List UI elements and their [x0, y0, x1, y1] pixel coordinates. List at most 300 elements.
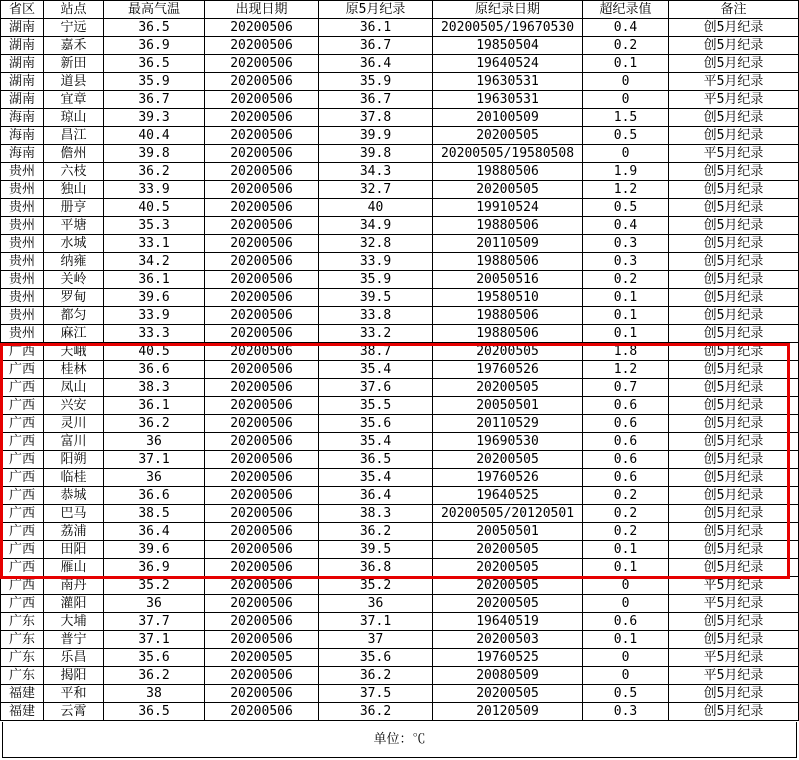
cell-max-temp: 36 — [104, 433, 205, 451]
cell-old-record-date: 19640524 — [433, 55, 583, 73]
table-row — [1, 253, 799, 271]
cell-old-record-date: 20200505 — [433, 595, 583, 613]
cell-province: 贵州 — [1, 289, 44, 307]
cell-old-record-date: 19880506 — [433, 253, 583, 271]
unit-footer: 单位：℃ — [2, 722, 797, 758]
cell-exceed-value: 0.7 — [583, 379, 669, 397]
cell-old-record: 37 — [319, 631, 433, 649]
cell-province: 广西 — [1, 559, 44, 577]
cell-remark: 创5月纪录 — [669, 271, 799, 289]
cell-date: 20200506 — [205, 91, 319, 109]
cell-station: 兴安 — [44, 397, 104, 415]
cell-station: 宁远 — [44, 19, 104, 37]
cell-station: 乐昌 — [44, 649, 104, 667]
header-max-temp: 最高气温 — [104, 1, 205, 19]
header-date: 出现日期 — [205, 1, 319, 19]
cell-station: 巴马 — [44, 505, 104, 523]
cell-station: 凤山 — [44, 379, 104, 397]
cell-old-record-date: 19580510 — [433, 289, 583, 307]
cell-remark: 平5月纪录 — [669, 577, 799, 595]
cell-old-record: 37.8 — [319, 109, 433, 127]
cell-old-record-date: 19760526 — [433, 361, 583, 379]
cell-remark: 创5月纪录 — [669, 37, 799, 55]
cell-remark: 创5月纪录 — [669, 127, 799, 145]
cell-province: 贵州 — [1, 217, 44, 235]
cell-date: 20200506 — [205, 505, 319, 523]
table-row — [1, 343, 799, 361]
cell-exceed-value: 0.1 — [583, 307, 669, 325]
cell-old-record-date: 20200505/19670530 — [433, 19, 583, 37]
cell-station: 田阳 — [44, 541, 104, 559]
cell-remark: 创5月纪录 — [669, 55, 799, 73]
table-row — [1, 181, 799, 199]
cell-exceed-value: 0.6 — [583, 433, 669, 451]
cell-remark: 创5月纪录 — [669, 433, 799, 451]
cell-max-temp: 34.2 — [104, 253, 205, 271]
table-row — [1, 379, 799, 397]
table-row — [1, 595, 799, 613]
cell-station: 纳雍 — [44, 253, 104, 271]
cell-date: 20200506 — [205, 595, 319, 613]
cell-old-record-date: 19640525 — [433, 487, 583, 505]
cell-date: 20200506 — [205, 37, 319, 55]
cell-station: 南丹 — [44, 577, 104, 595]
cell-old-record: 36.7 — [319, 91, 433, 109]
cell-exceed-value: 0.1 — [583, 55, 669, 73]
cell-old-record: 40 — [319, 199, 433, 217]
cell-remark: 创5月纪录 — [669, 397, 799, 415]
cell-old-record: 34.3 — [319, 163, 433, 181]
table-row — [1, 235, 799, 253]
cell-date: 20200506 — [205, 469, 319, 487]
cell-province: 广西 — [1, 379, 44, 397]
cell-old-record-date: 20200505 — [433, 541, 583, 559]
cell-remark: 创5月纪录 — [669, 523, 799, 541]
cell-max-temp: 36.6 — [104, 487, 205, 505]
cell-exceed-value: 0.2 — [583, 37, 669, 55]
cell-date: 20200506 — [205, 73, 319, 91]
cell-old-record: 39.5 — [319, 541, 433, 559]
table-row — [1, 415, 799, 433]
cell-remark: 创5月纪录 — [669, 505, 799, 523]
table-row — [1, 271, 799, 289]
cell-remark: 创5月纪录 — [669, 19, 799, 37]
cell-date: 20200506 — [205, 325, 319, 343]
cell-province: 福建 — [1, 703, 44, 721]
cell-exceed-value: 0.6 — [583, 613, 669, 631]
cell-max-temp: 36.2 — [104, 415, 205, 433]
cell-station: 荔浦 — [44, 523, 104, 541]
cell-max-temp: 33.1 — [104, 235, 205, 253]
cell-station: 道县 — [44, 73, 104, 91]
cell-station: 新田 — [44, 55, 104, 73]
cell-old-record-date: 19880506 — [433, 307, 583, 325]
cell-max-temp: 38 — [104, 685, 205, 703]
cell-old-record-date: 19880506 — [433, 163, 583, 181]
cell-remark: 创5月纪录 — [669, 415, 799, 433]
cell-exceed-value: 0.5 — [583, 127, 669, 145]
cell-province: 广西 — [1, 487, 44, 505]
cell-date: 20200506 — [205, 559, 319, 577]
cell-remark: 创5月纪录 — [669, 253, 799, 271]
table-row — [1, 127, 799, 145]
cell-station: 平和 — [44, 685, 104, 703]
cell-old-record: 36.4 — [319, 55, 433, 73]
cell-old-record-date: 20050501 — [433, 397, 583, 415]
table-row — [1, 559, 799, 577]
cell-station: 雁山 — [44, 559, 104, 577]
cell-station: 揭阳 — [44, 667, 104, 685]
header-row — [1, 1, 799, 19]
cell-date: 20200506 — [205, 487, 319, 505]
cell-remark: 创5月纪录 — [669, 379, 799, 397]
table-row — [1, 37, 799, 55]
cell-date: 20200506 — [205, 631, 319, 649]
cell-old-record: 37.5 — [319, 685, 433, 703]
cell-old-record: 35.9 — [319, 73, 433, 91]
cell-old-record: 39.5 — [319, 289, 433, 307]
cell-station: 富川 — [44, 433, 104, 451]
cell-max-temp: 39.8 — [104, 145, 205, 163]
cell-max-temp: 36.5 — [104, 703, 205, 721]
cell-exceed-value: 0.1 — [583, 631, 669, 649]
cell-date: 20200506 — [205, 127, 319, 145]
cell-station: 临桂 — [44, 469, 104, 487]
cell-old-record-date: 19850504 — [433, 37, 583, 55]
cell-old-record: 35.2 — [319, 577, 433, 595]
cell-old-record: 36.2 — [319, 703, 433, 721]
cell-old-record: 36.8 — [319, 559, 433, 577]
cell-old-record: 36.4 — [319, 487, 433, 505]
cell-old-record-date: 20100509 — [433, 109, 583, 127]
cell-province: 福建 — [1, 685, 44, 703]
cell-station: 儋州 — [44, 145, 104, 163]
cell-max-temp: 35.3 — [104, 217, 205, 235]
cell-station: 都匀 — [44, 307, 104, 325]
cell-remark: 创5月纪录 — [669, 217, 799, 235]
cell-date: 20200506 — [205, 613, 319, 631]
cell-province: 贵州 — [1, 199, 44, 217]
cell-old-record: 32.7 — [319, 181, 433, 199]
cell-old-record-date: 20200505 — [433, 451, 583, 469]
cell-exceed-value: 0 — [583, 577, 669, 595]
cell-date: 20200506 — [205, 217, 319, 235]
cell-province: 贵州 — [1, 163, 44, 181]
cell-remark: 创5月纪录 — [669, 631, 799, 649]
cell-exceed-value: 0 — [583, 649, 669, 667]
cell-old-record: 36.2 — [319, 667, 433, 685]
cell-province: 广西 — [1, 541, 44, 559]
cell-station: 六枝 — [44, 163, 104, 181]
cell-date: 20200506 — [205, 145, 319, 163]
cell-old-record: 33.2 — [319, 325, 433, 343]
table-row — [1, 289, 799, 307]
cell-old-record: 35.6 — [319, 649, 433, 667]
cell-exceed-value: 1.8 — [583, 343, 669, 361]
cell-date: 20200506 — [205, 577, 319, 595]
cell-province: 贵州 — [1, 181, 44, 199]
cell-station: 大埔 — [44, 613, 104, 631]
table-row — [1, 469, 799, 487]
cell-old-record-date: 19690530 — [433, 433, 583, 451]
cell-station: 云霄 — [44, 703, 104, 721]
table-row — [1, 91, 799, 109]
cell-exceed-value: 0.5 — [583, 685, 669, 703]
cell-old-record-date: 20050516 — [433, 271, 583, 289]
table-row — [1, 307, 799, 325]
cell-old-record-date: 20200505 — [433, 379, 583, 397]
cell-exceed-value: 0 — [583, 145, 669, 163]
cell-exceed-value: 0.1 — [583, 541, 669, 559]
cell-exceed-value: 0.2 — [583, 271, 669, 289]
table-row — [1, 649, 799, 667]
cell-station: 灌阳 — [44, 595, 104, 613]
cell-old-record: 35.9 — [319, 271, 433, 289]
table-row — [1, 451, 799, 469]
cell-province: 海南 — [1, 109, 44, 127]
cell-exceed-value: 0.3 — [583, 253, 669, 271]
cell-exceed-value: 0.2 — [583, 487, 669, 505]
cell-old-record-date: 20200505 — [433, 685, 583, 703]
cell-old-record-date: 20120509 — [433, 703, 583, 721]
cell-province: 湖南 — [1, 91, 44, 109]
cell-province: 广东 — [1, 613, 44, 631]
cell-old-record-date: 19630531 — [433, 73, 583, 91]
cell-province: 广东 — [1, 649, 44, 667]
cell-max-temp: 36.1 — [104, 397, 205, 415]
table-row — [1, 397, 799, 415]
table-row — [1, 577, 799, 595]
cell-exceed-value: 0.4 — [583, 19, 669, 37]
cell-date: 20200506 — [205, 307, 319, 325]
cell-date: 20200506 — [205, 55, 319, 73]
cell-station: 天峨 — [44, 343, 104, 361]
cell-old-record: 36.5 — [319, 451, 433, 469]
cell-exceed-value: 0 — [583, 595, 669, 613]
cell-old-record: 39.9 — [319, 127, 433, 145]
cell-exceed-value: 1.9 — [583, 163, 669, 181]
cell-exceed-value: 0.6 — [583, 469, 669, 487]
cell-province: 广西 — [1, 595, 44, 613]
table-row — [1, 631, 799, 649]
cell-remark: 创5月纪录 — [669, 541, 799, 559]
cell-province: 湖南 — [1, 37, 44, 55]
cell-old-record: 38.7 — [319, 343, 433, 361]
cell-province: 广西 — [1, 469, 44, 487]
table-body — [1, 19, 799, 721]
header-old-record-date: 原纪录日期 — [433, 1, 583, 19]
cell-max-temp: 36.2 — [104, 163, 205, 181]
cell-date: 20200506 — [205, 397, 319, 415]
cell-remark: 创5月纪录 — [669, 181, 799, 199]
cell-province: 海南 — [1, 145, 44, 163]
cell-max-temp: 35.2 — [104, 577, 205, 595]
cell-old-record: 33.9 — [319, 253, 433, 271]
cell-old-record-date: 20200505 — [433, 127, 583, 145]
cell-max-temp: 33.3 — [104, 325, 205, 343]
cell-station: 宜章 — [44, 91, 104, 109]
cell-province: 湖南 — [1, 19, 44, 37]
cell-exceed-value: 0.3 — [583, 703, 669, 721]
cell-date: 20200506 — [205, 451, 319, 469]
cell-max-temp: 38.3 — [104, 379, 205, 397]
cell-station: 嘉禾 — [44, 37, 104, 55]
cell-exceed-value: 0.6 — [583, 451, 669, 469]
cell-date: 20200506 — [205, 523, 319, 541]
cell-exceed-value: 0.1 — [583, 559, 669, 577]
cell-date: 20200506 — [205, 271, 319, 289]
cell-old-record: 35.5 — [319, 397, 433, 415]
table-row — [1, 217, 799, 235]
cell-remark: 创5月纪录 — [669, 559, 799, 577]
cell-remark: 创5月纪录 — [669, 487, 799, 505]
cell-old-record-date: 19910524 — [433, 199, 583, 217]
cell-date: 20200506 — [205, 199, 319, 217]
cell-exceed-value: 0 — [583, 73, 669, 91]
header-station: 站点 — [44, 1, 104, 19]
cell-station: 恭城 — [44, 487, 104, 505]
cell-exceed-value: 0.1 — [583, 289, 669, 307]
table-row — [1, 541, 799, 559]
cell-old-record-date: 20200505 — [433, 559, 583, 577]
cell-old-record-date: 19880506 — [433, 325, 583, 343]
cell-max-temp: 36.5 — [104, 55, 205, 73]
cell-date: 20200506 — [205, 343, 319, 361]
cell-old-record: 35.6 — [319, 415, 433, 433]
cell-old-record-date: 20080509 — [433, 667, 583, 685]
table-row — [1, 325, 799, 343]
cell-date: 20200506 — [205, 361, 319, 379]
cell-old-record-date: 20200505/20120501 — [433, 505, 583, 523]
cell-old-record-date: 19760525 — [433, 649, 583, 667]
cell-province: 贵州 — [1, 325, 44, 343]
cell-province: 湖南 — [1, 55, 44, 73]
cell-old-record-date: 19630531 — [433, 91, 583, 109]
cell-remark: 创5月纪录 — [669, 361, 799, 379]
cell-province: 广西 — [1, 451, 44, 469]
table-row — [1, 433, 799, 451]
cell-max-temp: 36.4 — [104, 523, 205, 541]
table-row — [1, 199, 799, 217]
table-row — [1, 55, 799, 73]
cell-station: 关岭 — [44, 271, 104, 289]
table-row — [1, 667, 799, 685]
cell-old-record-date: 20110529 — [433, 415, 583, 433]
cell-remark: 创5月纪录 — [669, 469, 799, 487]
cell-old-record-date: 20050501 — [433, 523, 583, 541]
table-row — [1, 703, 799, 721]
cell-station: 琼山 — [44, 109, 104, 127]
cell-max-temp: 35.6 — [104, 649, 205, 667]
cell-province: 广西 — [1, 505, 44, 523]
cell-province: 贵州 — [1, 271, 44, 289]
cell-max-temp: 36 — [104, 595, 205, 613]
cell-max-temp: 40.5 — [104, 199, 205, 217]
cell-max-temp: 36.6 — [104, 361, 205, 379]
cell-max-temp: 37.1 — [104, 451, 205, 469]
cell-exceed-value: 0.2 — [583, 523, 669, 541]
cell-exceed-value: 1.5 — [583, 109, 669, 127]
cell-old-record: 33.8 — [319, 307, 433, 325]
cell-max-temp: 36 — [104, 469, 205, 487]
cell-max-temp: 33.9 — [104, 181, 205, 199]
cell-station: 平塘 — [44, 217, 104, 235]
table-row — [1, 361, 799, 379]
cell-province: 广东 — [1, 667, 44, 685]
cell-exceed-value: 0.6 — [583, 415, 669, 433]
cell-max-temp: 33.9 — [104, 307, 205, 325]
cell-province: 广西 — [1, 523, 44, 541]
cell-max-temp: 39.6 — [104, 289, 205, 307]
cell-old-record: 36.2 — [319, 523, 433, 541]
cell-remark: 平5月纪录 — [669, 649, 799, 667]
cell-max-temp: 36.9 — [104, 37, 205, 55]
cell-province: 贵州 — [1, 307, 44, 325]
cell-exceed-value: 1.2 — [583, 361, 669, 379]
cell-remark: 创5月纪录 — [669, 343, 799, 361]
cell-old-record: 37.1 — [319, 613, 433, 631]
table-row — [1, 109, 799, 127]
cell-max-temp: 40.5 — [104, 343, 205, 361]
header-exceed-value: 超纪录值 — [583, 1, 669, 19]
table-row — [1, 19, 799, 37]
cell-max-temp: 36.2 — [104, 667, 205, 685]
cell-max-temp: 35.9 — [104, 73, 205, 91]
cell-old-record-date: 20200505 — [433, 577, 583, 595]
cell-remark: 平5月纪录 — [669, 595, 799, 613]
table-row — [1, 487, 799, 505]
cell-remark: 平5月纪录 — [669, 73, 799, 91]
cell-max-temp: 39.6 — [104, 541, 205, 559]
table-row — [1, 523, 799, 541]
cell-date: 20200506 — [205, 379, 319, 397]
cell-max-temp: 37.1 — [104, 631, 205, 649]
cell-old-record: 39.8 — [319, 145, 433, 163]
cell-remark: 平5月纪录 — [669, 145, 799, 163]
cell-old-record: 35.4 — [319, 361, 433, 379]
cell-remark: 创5月纪录 — [669, 613, 799, 631]
cell-date: 20200506 — [205, 235, 319, 253]
cell-remark: 创5月纪录 — [669, 163, 799, 181]
cell-old-record: 35.4 — [319, 433, 433, 451]
cell-old-record: 36.7 — [319, 37, 433, 55]
cell-date: 20200506 — [205, 181, 319, 199]
cell-old-record: 36.1 — [319, 19, 433, 37]
cell-old-record-date: 20200505 — [433, 343, 583, 361]
cell-exceed-value: 1.2 — [583, 181, 669, 199]
cell-max-temp: 36.9 — [104, 559, 205, 577]
cell-date: 20200506 — [205, 163, 319, 181]
cell-exceed-value: 0.5 — [583, 199, 669, 217]
cell-province: 广东 — [1, 631, 44, 649]
cell-remark: 平5月纪录 — [669, 91, 799, 109]
cell-old-record-date: 19760526 — [433, 469, 583, 487]
cell-old-record: 32.8 — [319, 235, 433, 253]
cell-province: 广西 — [1, 397, 44, 415]
cell-max-temp: 38.5 — [104, 505, 205, 523]
header-province: 省区 — [1, 1, 44, 19]
cell-old-record: 35.4 — [319, 469, 433, 487]
cell-max-temp: 40.4 — [104, 127, 205, 145]
cell-exceed-value: 0 — [583, 667, 669, 685]
cell-remark: 创5月纪录 — [669, 307, 799, 325]
table-row — [1, 505, 799, 523]
cell-old-record: 37.6 — [319, 379, 433, 397]
cell-old-record-date: 20200505/19580508 — [433, 145, 583, 163]
table-row — [1, 613, 799, 631]
cell-old-record-date: 20200505 — [433, 181, 583, 199]
cell-date: 20200506 — [205, 253, 319, 271]
